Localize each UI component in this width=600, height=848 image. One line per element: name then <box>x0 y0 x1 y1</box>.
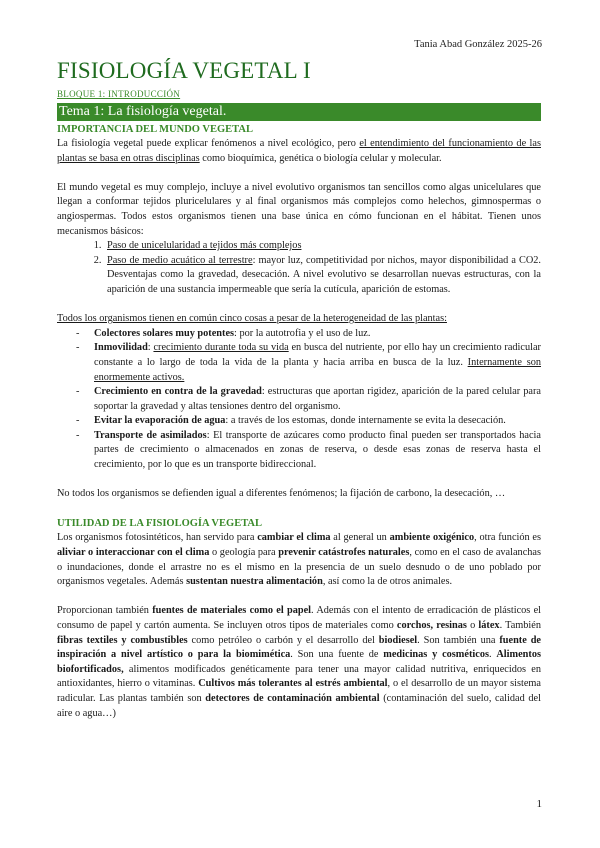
dash-list <box>57 327 541 473</box>
underlined-text: crecimiento durante toda su vida <box>153 342 289 354</box>
bold-term: medicinas y cosméticos <box>383 649 489 661</box>
paragraph-intro <box>57 137 541 166</box>
underlined-text: el entendimiento del funcionamiento de las plantas se basa en otras disciplinas <box>57 138 541 164</box>
paragraph-utilidad-2 <box>57 604 541 721</box>
text-span: : mayor luz, competitividad por nichos, mayor disponibilidad a CO2. Desventajas como la gravedad, desecación. A nivel evolutivo se desarrollan nuevas estructuras, con la aparición de una sustancia impermeable que sería la cutícula, aparición de estomas. <box>107 254 541 295</box>
bold-term: Colectores solares muy potentes <box>94 327 235 339</box>
list-item <box>94 341 541 385</box>
text-span: : El transporte de azúcares como producto final pueden ser transportados hacia partes de crecimiento o almacenados en zonas de reserva, o desde esas zonas de reserva hasta el crecimiento, por lo que es un transporte bidireccional. <box>94 429 541 471</box>
section-heading-utilidad: UTILIDAD DE LA FISIOLOGÍA VEGETAL <box>57 518 263 530</box>
bold-term: fuente de inspiración a nivel artístico o para la biomimética <box>57 634 541 661</box>
bold-term: fuentes de materiales como el papel <box>152 605 312 617</box>
text-span: (contaminación del suelo, calidad del aire o agua…) <box>57 692 541 719</box>
text-span: como petróleo o carbón y el desarrollo del <box>187 634 379 646</box>
underlined-text: Paso de unicelularidad a tejidos más complejos <box>107 240 302 252</box>
paragraph-defensa: No todos los organismos se defienden igual a diferentes fenómenos; la fijación de carbono, la desecación, … <box>57 488 506 500</box>
text-span: . <box>488 649 497 661</box>
text-span: , o el desarrollo de un mayor sistema radicular. Las plantas también son <box>57 678 541 704</box>
bold-term: prevenir catástrofes naturales <box>278 547 410 559</box>
numbered-list <box>57 239 541 297</box>
document-body <box>57 122 541 721</box>
bold-term: cambiar el clima <box>257 532 331 544</box>
header-author: Tania Abad González 2025-26 <box>414 39 542 50</box>
bold-term: detectores de contaminación ambiental <box>205 692 380 704</box>
text-span: La fisiología vegetal puede explicar fenómenos a nivel ecológico, pero <box>57 138 360 149</box>
text-span: . Son una fuente de <box>290 649 384 661</box>
theme-title-bar: Tema 1: La fisiología vegetal. <box>57 103 541 121</box>
text-span: Proporcionan también <box>57 605 153 617</box>
text-span: alimentos modificados genéticamente para tener una mayor calidad nutritiva, enriquecidos en antioxidantes, hierro o vitaminas. <box>57 663 541 690</box>
text-span: como bioquímica, genética o biología celular y molecular. <box>199 152 442 164</box>
paragraph-cinco-cosas: Todos los organismos tienen en común cinco cosas a pesar de la heterogeneidad de las plantas: <box>57 313 447 325</box>
text-span: : por la autotrofia y el uso de luz. <box>234 327 371 339</box>
page-number: 1 <box>536 798 542 810</box>
text-span: , otra función es <box>474 532 542 544</box>
text-span: o geología para <box>209 547 279 559</box>
bold-term: aliviar o interaccionar con el clima <box>57 547 210 559</box>
text-span: : <box>147 342 154 354</box>
list-item <box>94 414 541 429</box>
text-span: . Son también una <box>417 634 500 646</box>
block-label: BLOQUE 1: INTRODUCCIÓN <box>57 89 181 99</box>
text-span: en busca del nutriente, por ello hay un crecimiento radicular constante a lo largo de toda la vida de la planta y hacia arriba en busca de la luz. <box>94 342 541 368</box>
bold-term: Alimentos biofortificados, <box>57 649 541 675</box>
bold-term: Crecimiento en contra de la gravedad <box>94 386 262 398</box>
text-span: . Además con el intento de erradicación de plásticos el consumo de papel y cartón aumenta. Se incluyen otros tipos de materiales como <box>57 605 542 631</box>
text-span: : a través de los estomas, donde internamente se evita la desecación. <box>225 415 506 427</box>
underlined-text: Internamente son enormemente activos. <box>94 356 541 383</box>
paragraph-mundo-vegetal: El mundo vegetal es muy complejo, incluye a nivel evolutivo organismos tan sencillos como algas unicelulares que llegan a conformar tejidos pluricelulares y al final organismos más complejos como helechos, gimnospermas o angiospermas. Todos estos organismos tienen una base única en cómo funcionan en el hábitat. Tienen unos mecanismos básicos: <box>57 181 541 237</box>
bold-term: Evitar la evaporación de agua <box>94 415 226 427</box>
list-item <box>104 239 541 254</box>
bold-term: Inmovilidad <box>94 342 148 354</box>
text-span: . También <box>499 620 542 631</box>
text-span: : estructuras que aportan rigidez, aparición de la pared celular para soportar la gravedad y altas tensiones dentro del organismo. <box>94 386 541 412</box>
document-title: FISIOLOGÍA VEGETAL I <box>57 58 311 83</box>
bold-term: fibras textiles y combustibles <box>57 634 188 646</box>
text-span: Los organismos fotosintéticos, han servido para <box>57 532 258 544</box>
list-item <box>94 385 541 414</box>
bold-term: corchos, resinas <box>396 620 467 631</box>
text-span: al general un <box>330 532 390 544</box>
underlined-text: Paso de medio acuático al terrestre <box>107 254 253 266</box>
text-span: , así como la de otros animales. <box>322 576 453 588</box>
bold-term: látex <box>478 620 500 631</box>
list-item <box>94 327 541 342</box>
text-span: o <box>466 620 479 631</box>
section-heading-importancia: IMPORTANCIA DEL MUNDO VEGETAL <box>57 124 253 135</box>
text-span: , como en el caso de avalanchas o inundaciones, donde el arrastre no es el mismo en la presencia de un suelo desnudo o de uno poblado por organismos vegetales. Además <box>57 547 541 588</box>
paragraph-utilidad-1 <box>57 531 541 589</box>
bold-term: sustentan nuestra alimentación <box>186 576 323 588</box>
list-item <box>104 254 541 298</box>
bold-term: ambiente oxigénico <box>389 532 475 544</box>
bold-term: Cultivos más tolerantes al estrés ambiental <box>198 678 388 690</box>
bold-term: Transporte de asimilados <box>94 429 207 441</box>
bold-term: biodiesel <box>378 634 418 646</box>
list-item <box>94 429 541 473</box>
